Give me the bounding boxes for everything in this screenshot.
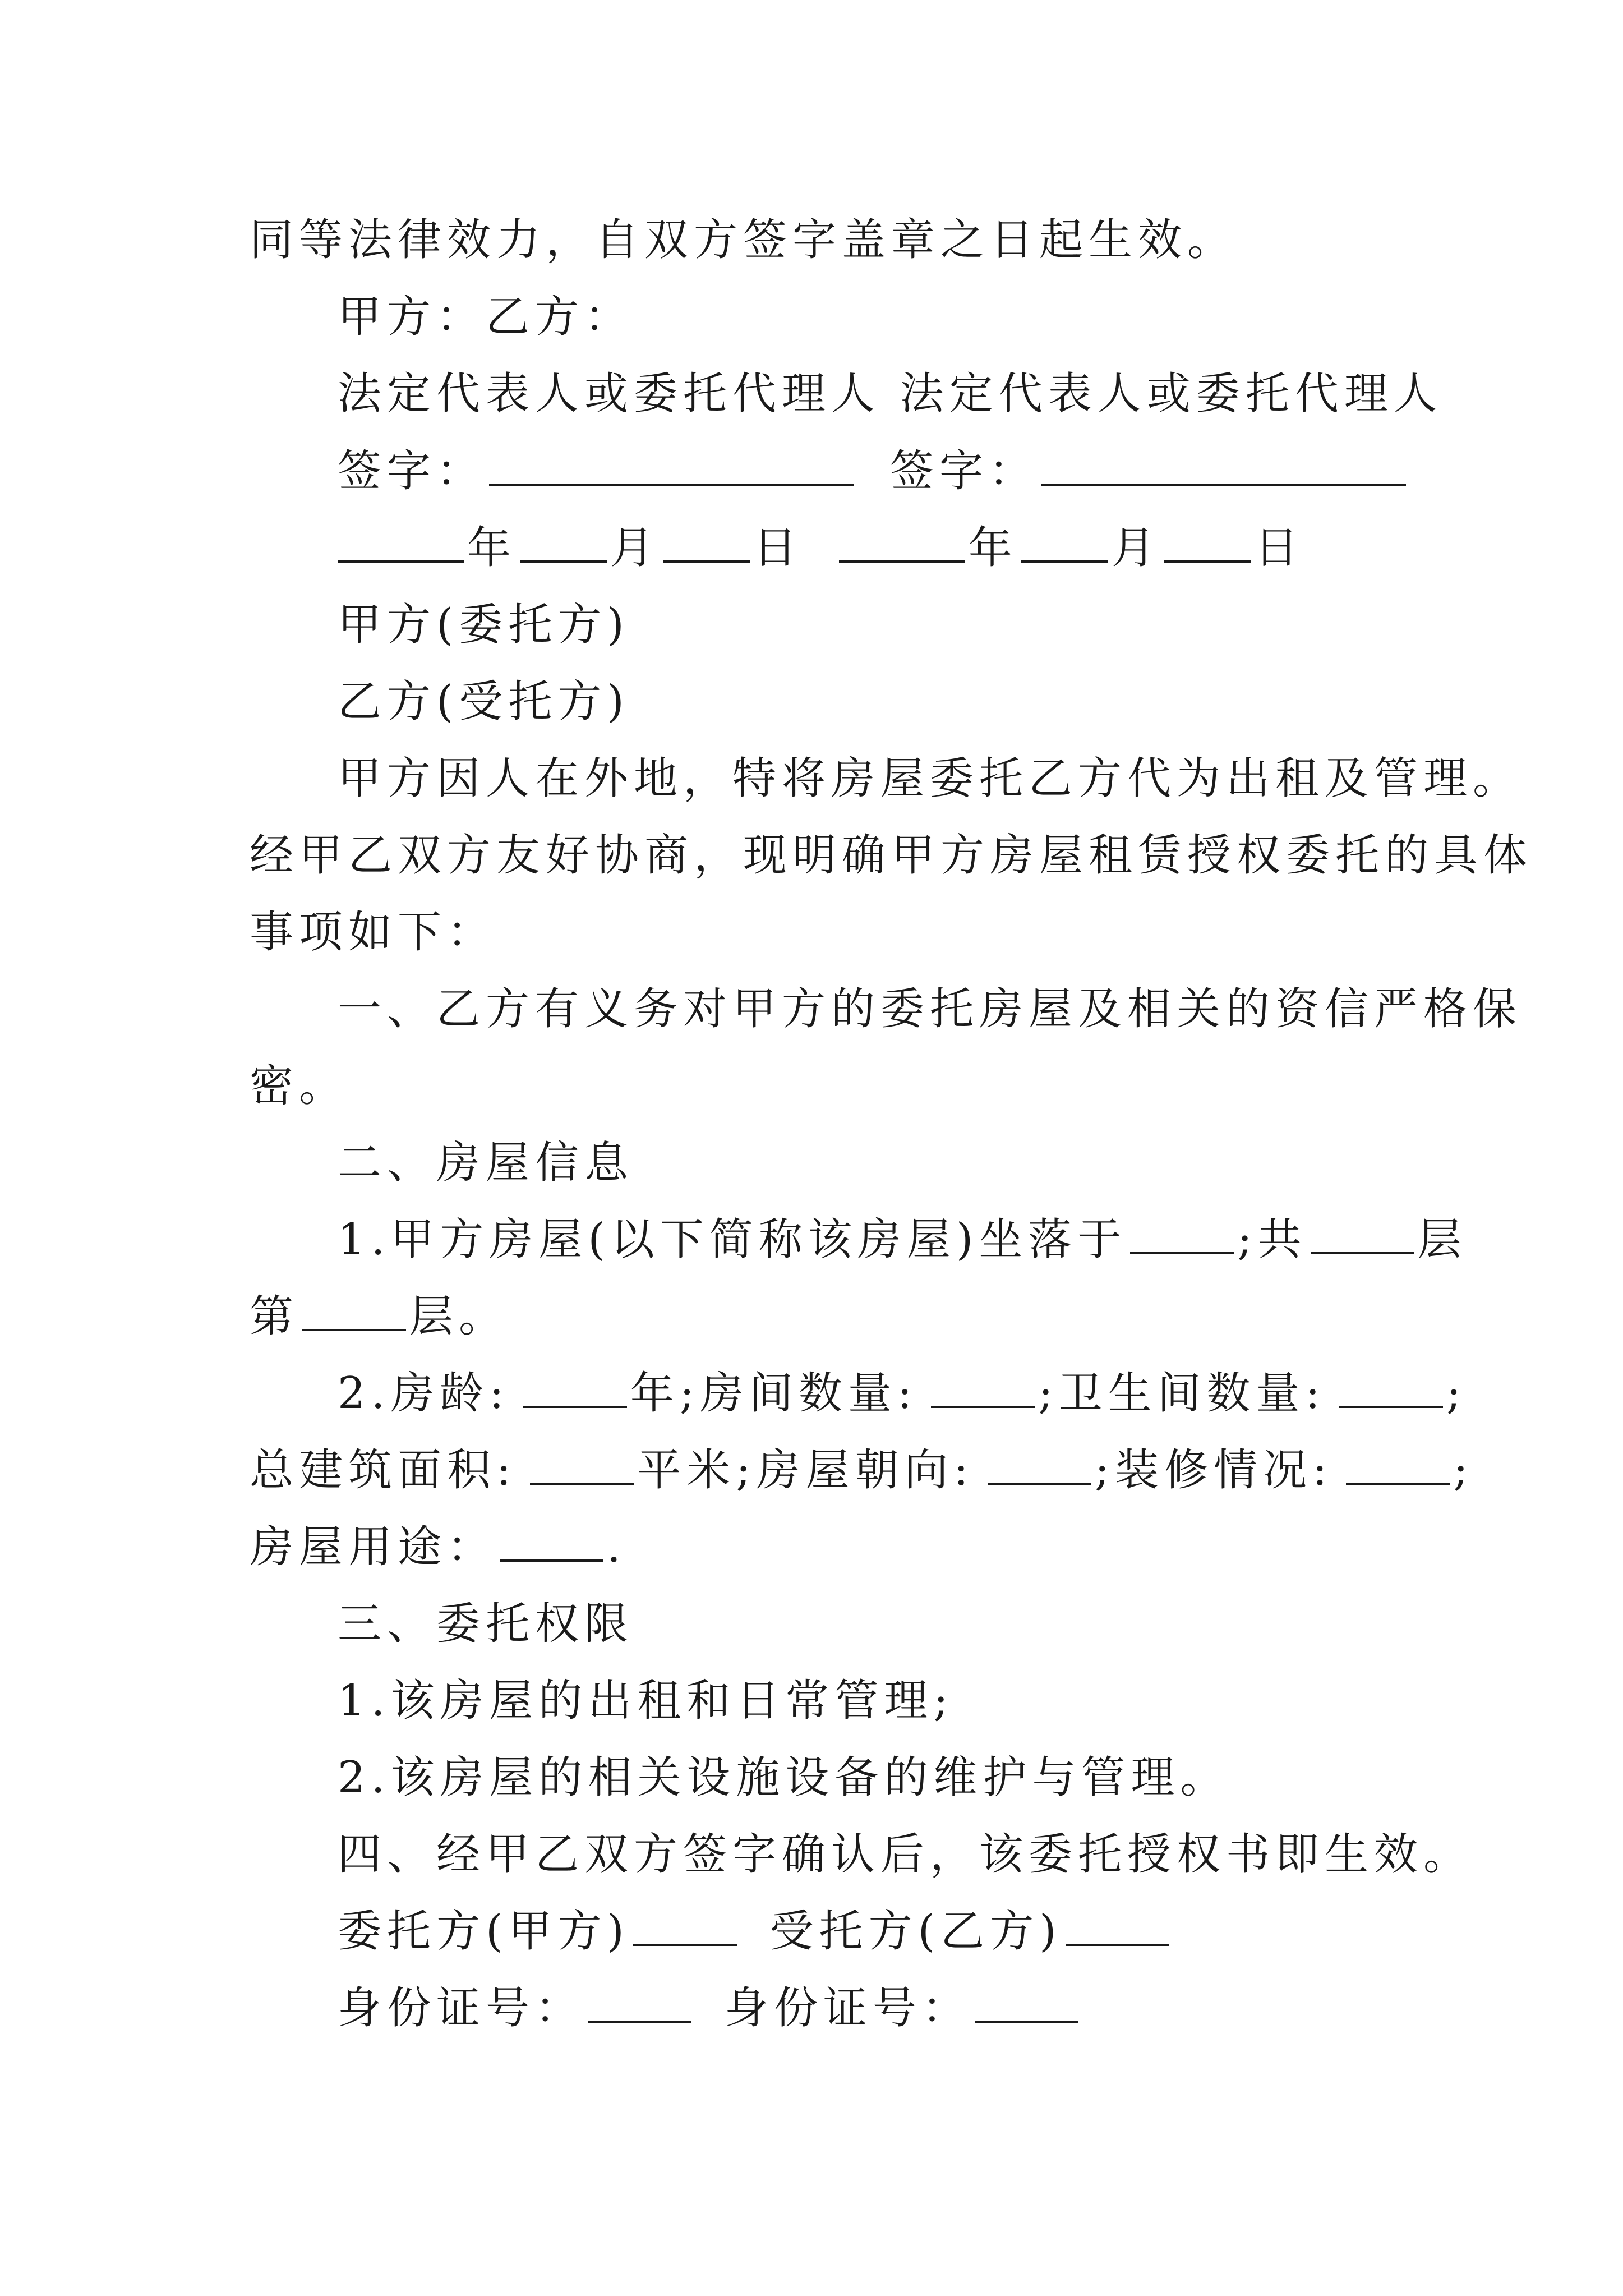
year-label: 年	[467, 523, 517, 573]
bathrooms-blank	[1339, 1366, 1443, 1408]
location-blank	[1130, 1213, 1234, 1254]
text: 房屋用途：	[250, 1522, 497, 1572]
party-a-title	[338, 597, 630, 653]
representative-labels	[338, 366, 1443, 422]
text: 年;房间数量:	[630, 1368, 918, 1419]
orientation-blank	[988, 1443, 1091, 1485]
text: 委托方(甲方)	[338, 1906, 630, 1957]
text: 密。	[250, 1061, 349, 1111]
party-signature-line	[338, 1903, 1173, 1959]
text: 乙方(受托方)	[338, 677, 630, 727]
text: 甲方因人在外地，特将房屋委托乙方代为出租及管理。	[338, 753, 1523, 804]
month-blank	[1021, 521, 1108, 563]
usage-blank	[500, 1520, 603, 1562]
clause-one	[338, 981, 1522, 1037]
paragraph-line	[250, 904, 496, 960]
text: 1.该房屋的出租和日常管理;	[338, 1676, 954, 1726]
authority-item	[338, 1673, 954, 1729]
day-label: 日	[1254, 523, 1304, 573]
text: ;	[1453, 1445, 1474, 1496]
signature-label-b: 签字：	[889, 446, 1038, 496]
text-line	[250, 212, 1237, 268]
rooms-blank	[931, 1366, 1035, 1408]
month-label: 月	[1111, 523, 1161, 573]
text: 2.房龄:	[338, 1368, 510, 1419]
signature-blank-b	[1041, 444, 1406, 486]
text: 层	[1417, 1214, 1467, 1265]
section-heading	[338, 1596, 634, 1652]
house-details-line	[250, 1442, 1474, 1498]
text: ;共	[1237, 1214, 1307, 1265]
text: 层。	[409, 1291, 509, 1342]
text: ;卫生间数量:	[1038, 1368, 1326, 1419]
house-details-line	[338, 1365, 1467, 1421]
text: 一、乙方有义务对甲方的委托房屋及相关的资信严格保	[338, 984, 1523, 1034]
month-blank	[520, 521, 607, 563]
text: 平米;房屋朝向:	[637, 1445, 974, 1496]
text: 1.甲方房屋(以下简称该房屋)坐落于	[338, 1214, 1127, 1265]
id-blank-b	[975, 1981, 1078, 2023]
id-number-line	[338, 1980, 1082, 2036]
text: 甲方(委托方)	[338, 600, 630, 650]
day-blank	[663, 521, 750, 563]
party-b-title	[338, 674, 630, 730]
month-label: 月	[610, 523, 660, 573]
text: 法定代表人或委托代理人 法定代表人或委托代理人	[338, 369, 1443, 419]
text: 同等法律效力，自双方签字盖章之日起生效。	[250, 215, 1237, 265]
year-blank	[338, 521, 464, 563]
age-blank	[523, 1366, 627, 1408]
signature-line	[338, 443, 1409, 499]
text: 事项如下：	[250, 907, 497, 958]
floor-line	[250, 1289, 508, 1345]
id-blank-a	[588, 1981, 691, 2023]
date-line	[338, 520, 1304, 576]
signature-heading	[338, 289, 634, 345]
text: 身份证号：	[338, 1983, 585, 2033]
day-label: 日	[753, 523, 803, 573]
clause-one-cont	[250, 1058, 348, 1114]
authority-item	[338, 1750, 1229, 1806]
text: 总建筑面积:	[250, 1445, 517, 1496]
party-b-blank	[1066, 1904, 1169, 1946]
house-location-line	[338, 1212, 1467, 1268]
text: 四、经甲乙双方签字确认后，该委托授权书即生效。	[338, 1829, 1473, 1880]
text: 三、委托权限	[338, 1599, 634, 1649]
section-heading	[338, 1135, 634, 1191]
text: .	[607, 1522, 626, 1572]
house-usage-line	[250, 1519, 626, 1575]
signature-blank-a	[489, 444, 854, 486]
year-blank	[839, 521, 965, 563]
paragraph-line	[250, 827, 1533, 884]
text: 经甲乙双方友好协商，现明确甲方房屋租赁授权委托的具体	[250, 830, 1533, 881]
text: 甲方：乙方：	[338, 292, 634, 342]
text: 二、房屋信息	[338, 1138, 634, 1188]
floor-blank	[302, 1290, 406, 1331]
year-label: 年	[968, 523, 1018, 573]
text: 2.该房屋的相关设施设备的维护与管理。	[338, 1752, 1230, 1803]
day-blank	[1164, 521, 1251, 563]
text: ;	[1446, 1368, 1467, 1419]
text: 第	[250, 1291, 299, 1342]
decoration-blank	[1346, 1443, 1450, 1485]
clause-four	[338, 1826, 1473, 1883]
paragraph-line	[338, 751, 1522, 807]
signature-label-a: 签字：	[338, 446, 486, 496]
text: 身份证号：	[724, 1983, 971, 2033]
text: 受托方(乙方)	[769, 1906, 1062, 1957]
area-blank	[530, 1443, 634, 1485]
party-a-blank	[633, 1904, 737, 1946]
text: ;装修情况:	[1094, 1445, 1333, 1496]
floors-total-blank	[1311, 1213, 1414, 1254]
